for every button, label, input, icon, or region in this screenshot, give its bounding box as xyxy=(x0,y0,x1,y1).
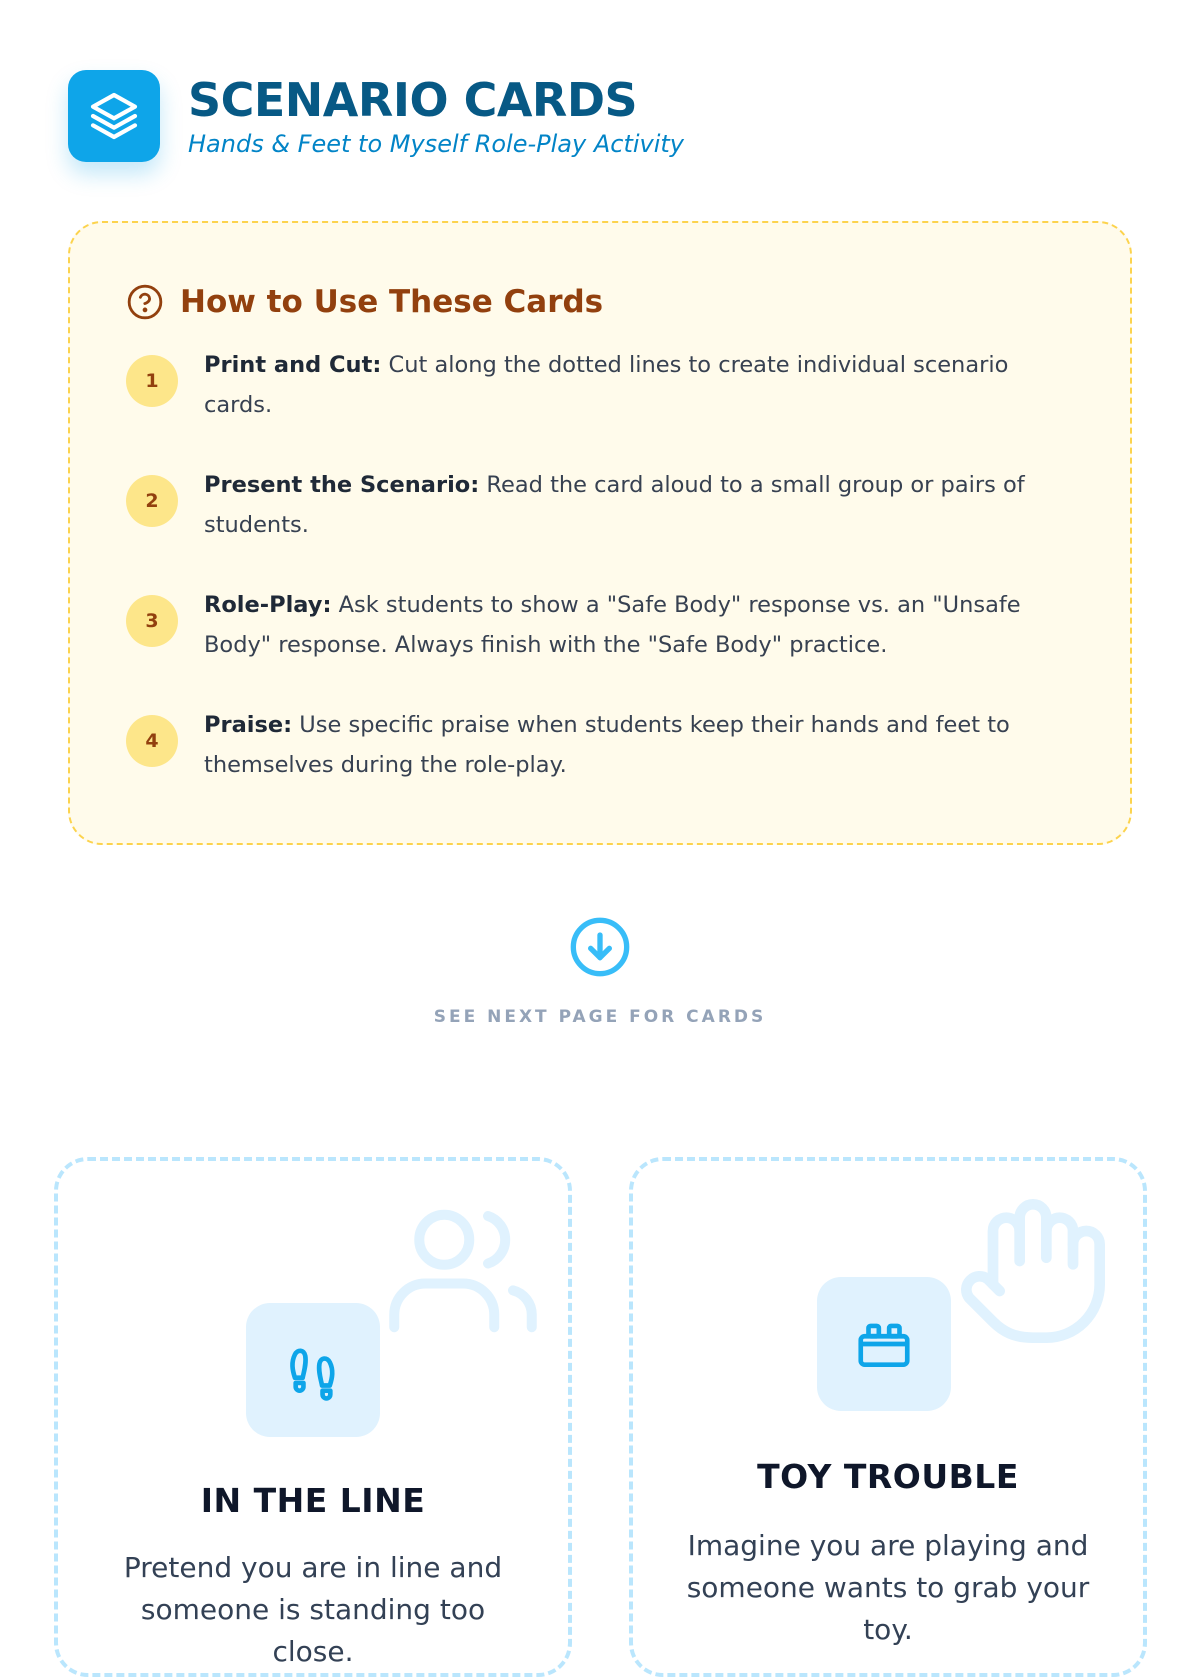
step-text xyxy=(204,585,1066,665)
step-text xyxy=(204,345,1066,425)
step-1 xyxy=(126,352,1066,425)
step-body: Use specific praise when students keep their hands and feet to themselves during the role-play. xyxy=(204,712,1010,778)
header xyxy=(68,70,684,162)
arrow-down-circle-icon xyxy=(568,915,632,983)
step-label: Present the Scenario: xyxy=(204,472,480,498)
step-text xyxy=(204,705,1066,785)
footprints-icon xyxy=(246,1303,380,1437)
header-titles xyxy=(188,74,684,158)
scenario-card-toy-trouble xyxy=(629,1157,1147,1677)
page-subtitle: Hands & Feet to Myself Role-Play Activity xyxy=(188,130,685,158)
layers-icon xyxy=(68,70,160,162)
step-number: 2 xyxy=(126,475,178,527)
how-to-title: How to Use These Cards xyxy=(180,284,604,320)
step-number: 3 xyxy=(126,595,178,647)
scenario-card-in-the-line xyxy=(54,1157,572,1677)
card-title: IN THE LINE xyxy=(200,1481,426,1520)
help-circle-icon xyxy=(126,283,164,321)
toy-block-icon xyxy=(817,1277,951,1411)
step-label: Praise: xyxy=(204,712,293,738)
step-label: Print and Cut: xyxy=(204,352,382,378)
step-body: Read the card aloud to a small group or pairs of students. xyxy=(204,472,1025,538)
card-title: TOY TROUBLE xyxy=(757,1457,1019,1496)
how-to-heading xyxy=(126,283,603,321)
step-body: Ask students to show a "Safe Body" response vs. an "Unsafe Body" response. Always finish with the "Safe Body" practice. xyxy=(204,592,1021,658)
users-icon xyxy=(388,1201,538,1341)
card-description: Imagine you are playing and someone wants to grab your toy. xyxy=(686,1529,1090,1646)
card-description: Pretend you are in line and someone is standing too close. xyxy=(123,1551,503,1668)
step-2 xyxy=(126,472,1066,545)
step-body: Cut along the dotted lines to create individual scenario cards. xyxy=(204,352,1009,418)
step-4 xyxy=(126,712,1066,785)
how-to-box xyxy=(68,221,1132,845)
hand-icon xyxy=(953,1191,1113,1351)
next-page-indicator xyxy=(0,915,1200,1027)
next-page-label: SEE NEXT PAGE FOR CARDS xyxy=(433,1007,767,1027)
step-text xyxy=(204,465,1066,545)
step-number: 1 xyxy=(126,355,178,407)
step-number: 4 xyxy=(126,715,178,767)
page-title: SCENARIO CARDS xyxy=(188,73,638,127)
step-3 xyxy=(126,592,1066,665)
step-label: Role-Play: xyxy=(204,592,332,618)
